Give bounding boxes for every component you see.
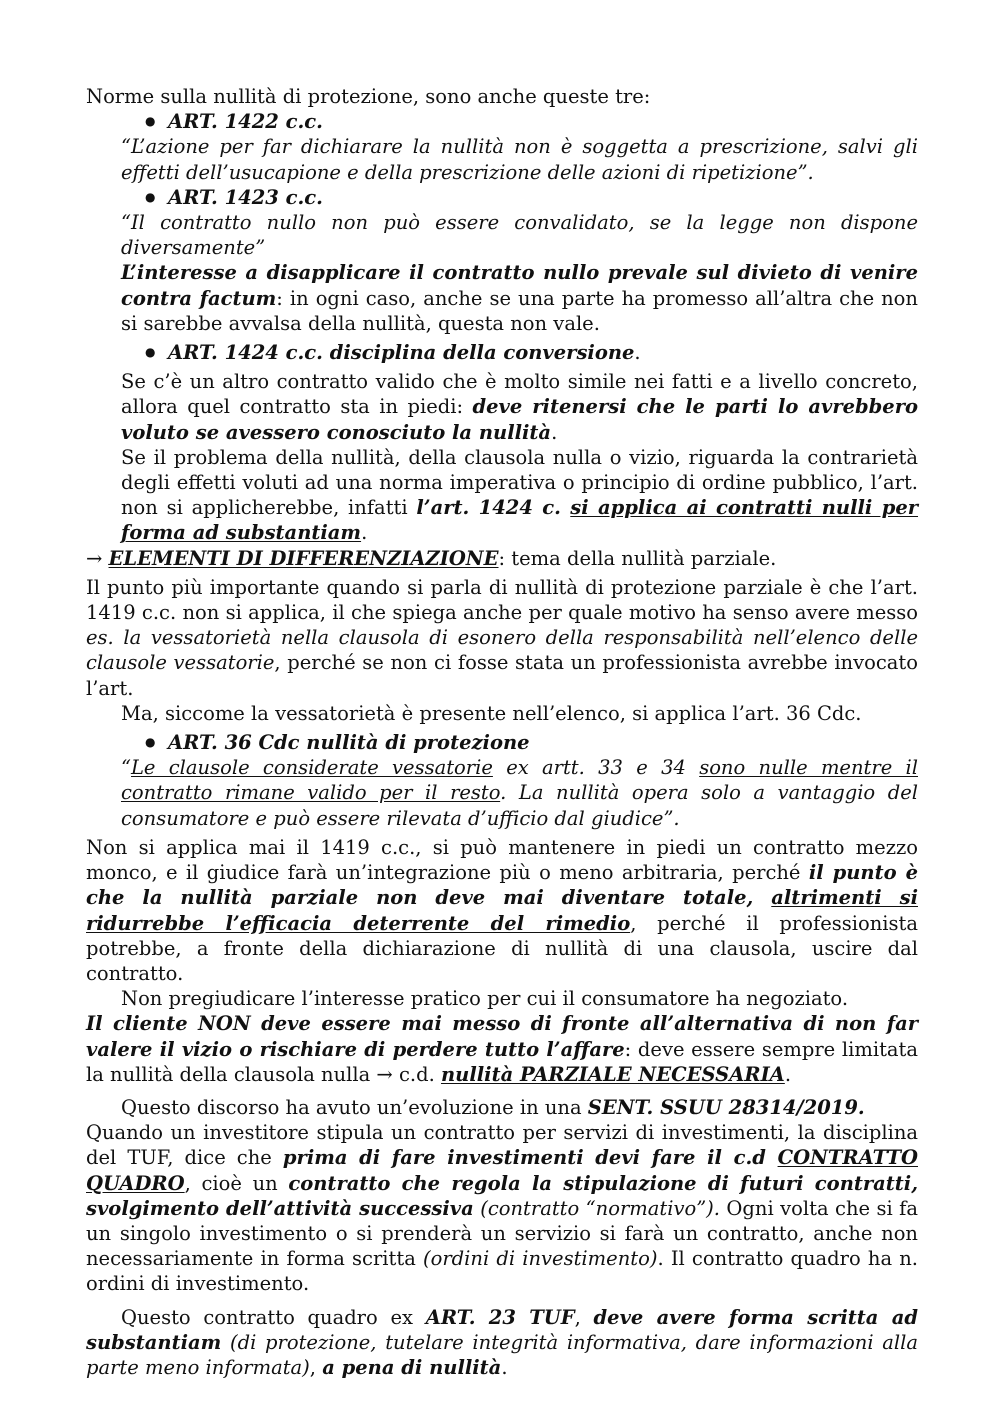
bullet-art-36: [86, 730, 918, 755]
art-1424-paragraph-1: Se c’è un altro contratto valido che è molto simile nei fatti e a livello concreto, allora quel contratto sta in piedi: deve ritenersi che le parti lo avrebbero voluto se avessero conosciuto la nullità.: [121, 370, 918, 444]
art-1422-quote: “L’azione per far dichiarare la nullità non è soggetta a prescrizione, salvi gli effetti dell’usucapione e della prescrizione delle azioni di ripetizione”.: [121, 135, 918, 184]
document-page: [86, 84, 918, 1380]
differenziazione-heading: → ELEMENTI DI DIFFERENZIAZIONE: tema della nullità parziale.: [86, 546, 777, 570]
art-36-quote: “Le clausole considerate vessatorie ex artt. 33 e 34 sono nulle mentre il contratto rimane valido per il resto. La nullità opera solo a vantaggio del consumatore e può essere rilevata d’ufficio dal giudice”.: [121, 756, 918, 830]
bullet-art-1423: [86, 185, 918, 210]
bullet-art-1422: [86, 109, 918, 134]
non-si-applica-paragraph: Non si applica mai il 1419 c.c., si può mantenere in piedi un contratto mezzo monco, e il giudice farà un’integrazione più o meno arbitraria, perché il punto è che la nullità parziale non deve mai diventare totale, altrimenti si ridurrebbe l’efficacia deterrente del rimedio, perché il professionista potrebbe, a fronte della dichiarazione di nullità di una clausola, uscire dal contratto.: [86, 835, 918, 985]
quadro-paragraph: Questo contratto quadro ex ART. 23 TUF, deve avere forma scritta ad substantiam (di protezione, tutelare integrità informativa, dare informazioni alla parte meno informata), a pena di nullità.: [86, 1305, 919, 1379]
art-1423-heading: ART. 1423 c.c.: [168, 185, 323, 209]
arrow-icon: →: [86, 546, 109, 570]
art-1423-quote: “Il contratto nullo non può essere convalidato, se la legge non dispone diversamente”: [121, 211, 918, 260]
cliente-paragraph: Il cliente NON deve essere mai messo di fronte all’alternativa di non far valere il vizio o rischiare di perdere tutto l’affare: deve essere sempre limitata la nullità della clausola nulla → c.d. nullità PARZIALE NECESSARIA.: [86, 1012, 919, 1086]
art-1423-comment: L’interesse a disapplicare il contratto nullo prevale sul divieto di venire contra factum: in ogni caso, anche se una parte ha promesso all’altra che non si sarebbe avvalsa della nullità, questa non vale.: [121, 261, 918, 335]
punto-paragraph: Il punto più importante quando si parla di nullità di protezione parziale è che l’art. 1419 c.c. non si applica, il che spiega anche per quale motivo ha senso avere messo es. la vessatorietà nella clausola di esonero della responsabilità nell’elenco delle clausole vessatorie, perché se non ci fosse stata un professionista avrebbe invocato l’art.: [86, 575, 918, 700]
intro-paragraph: Norme sulla nullità di protezione, sono anche queste tre:: [86, 85, 651, 108]
ma-paragraph: Ma, siccome la vessatorietà è presente nell’elenco, si applica l’art. 36 Cdc.: [121, 701, 862, 725]
investitore-paragraph: Quando un investitore stipula un contratto per servizi di investimenti, la disciplina del TUF, dice che prima di fare investimenti devi fare il c.d CONTRATTO QUADRO, cioè un contratto che regola la stipulazione di futuri contratti, svolgimento dell’attività successiva (contratto “normativo”). Ogni volta che si fa un singolo investimento o si prenderà un servizio si farà un contratto, anche non necessariamente in forma scritta (ordini di investimento). Il contratto quadro ha n. ordini di investimento.: [86, 1121, 919, 1296]
art-1422-heading: ART. 1422 c.c.: [168, 110, 323, 134]
pregiudicare-paragraph: Non pregiudicare l’interesse pratico per cui il consumatore ha negoziato.: [121, 987, 849, 1011]
discorso-paragraph: Questo discorso ha avuto un’evoluzione in una SENT. SSUU 28314/2019.: [121, 1095, 865, 1119]
art-1424-heading: ART. 1424 c.c. disciplina della conversione: [168, 341, 635, 365]
art-1424-paragraph-2: Se il problema della nullità, della clausola nulla o vizio, riguarda la contrarietà degli effetti voluti ad una norma imperativa o principio di ordine pubblico, l’art. non si applicherebbe, infatti l’art. 1424 c. si applica ai contratti nulli per forma ad substantiam.: [121, 445, 919, 545]
bullet-art-1424: ● ART. 1424 c.c. disciplina della conversione.: [86, 340, 918, 365]
art-36-heading: ART. 36 Cdc nullità di protezione: [168, 731, 530, 755]
